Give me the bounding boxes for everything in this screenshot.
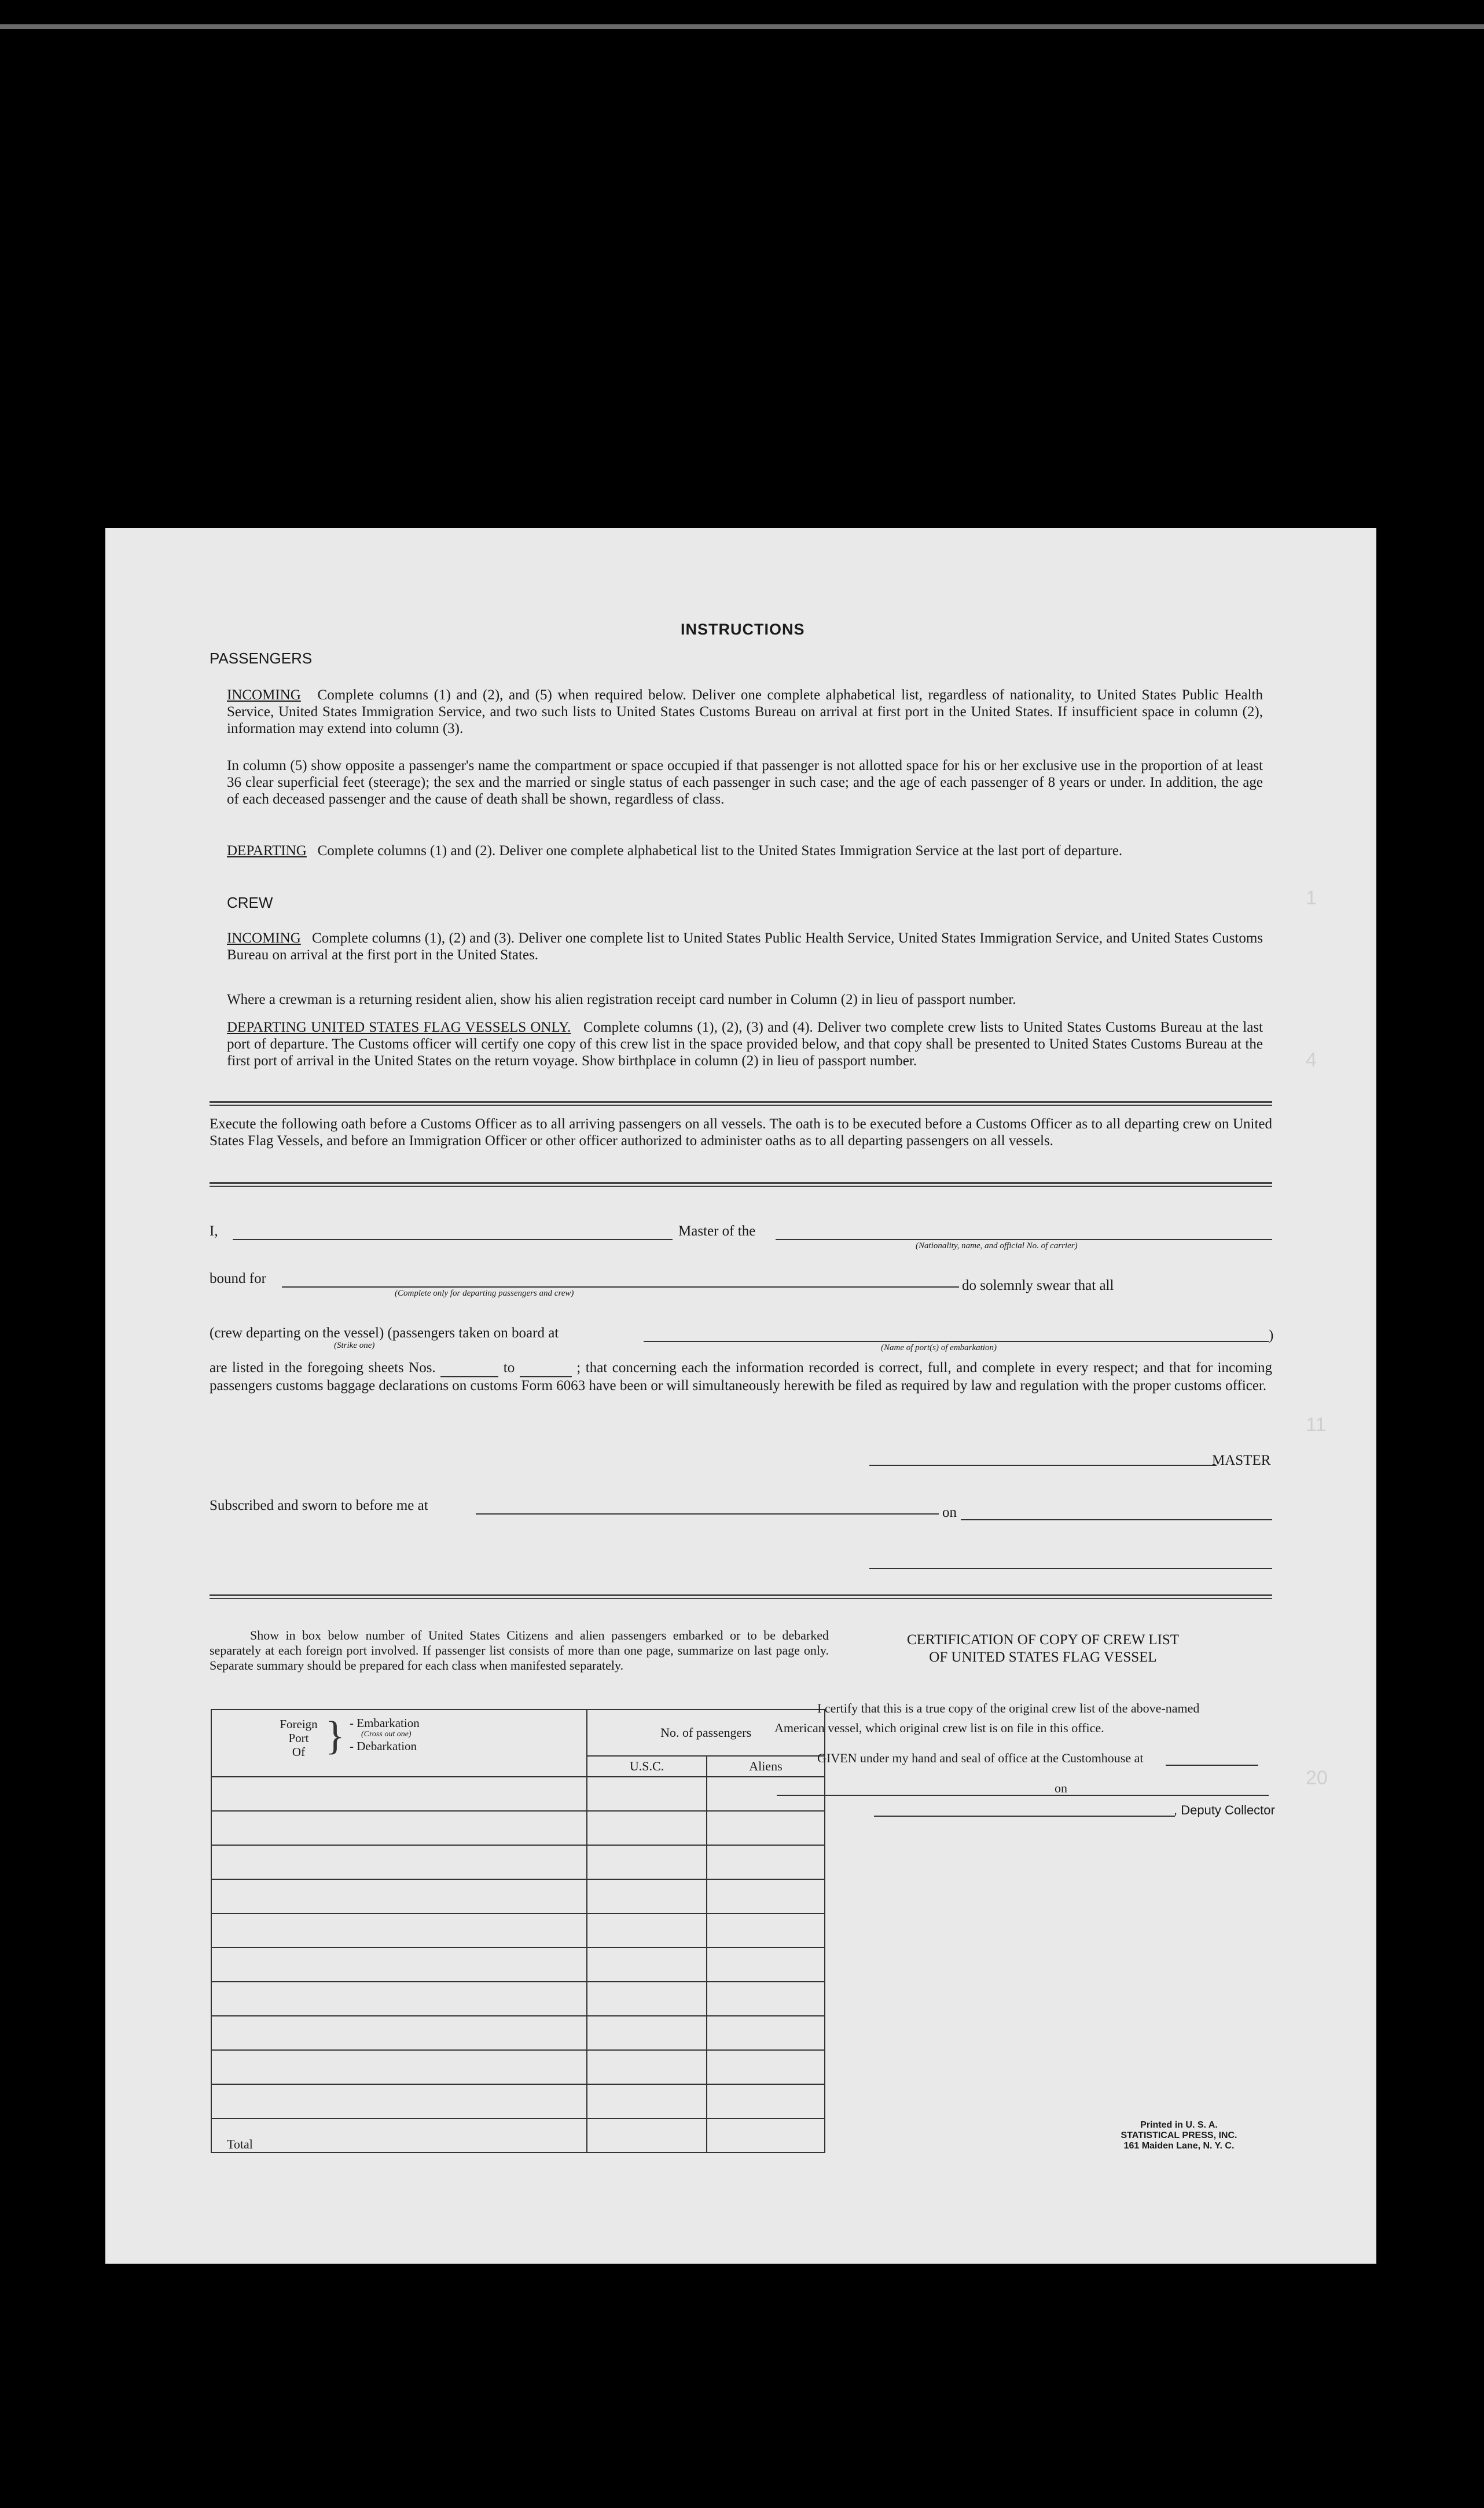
printer-line3: 161 Maiden Lane, N. Y. C. bbox=[1123, 2141, 1235, 2151]
crew-heading: CREW bbox=[227, 894, 273, 911]
cert-date-line[interactable] bbox=[1074, 1795, 1269, 1796]
master-of-label: Master of the bbox=[678, 1223, 756, 1239]
usc-cell[interactable] bbox=[587, 2084, 707, 2118]
usc-cell[interactable] bbox=[587, 2016, 707, 2050]
passengers-departing bbox=[227, 842, 1263, 859]
total-aliens-cell[interactable] bbox=[707, 2118, 825, 2153]
aliens-cell[interactable] bbox=[707, 1948, 825, 1982]
subscribed-on-label: on bbox=[942, 1505, 957, 1520]
crew-incoming bbox=[227, 930, 1263, 963]
passengers-heading: PASSENGERS bbox=[210, 650, 313, 667]
passengers-incoming bbox=[227, 687, 1263, 737]
oath-listed bbox=[210, 1359, 1272, 1394]
bleed-mark: 4 bbox=[1306, 1049, 1317, 1071]
usc-cell[interactable] bbox=[587, 1982, 707, 2016]
port-cell[interactable] bbox=[211, 1777, 587, 1811]
cert-on-label: on bbox=[1055, 1781, 1067, 1795]
officer-signature-line[interactable] bbox=[869, 1568, 1272, 1569]
port-cell[interactable] bbox=[211, 1879, 587, 1913]
aliens-cell[interactable] bbox=[707, 1913, 825, 1948]
aliens-cell[interactable] bbox=[707, 1982, 825, 2016]
port-cell[interactable] bbox=[211, 1948, 587, 1982]
port-cell[interactable] bbox=[211, 2084, 587, 2118]
swear-text: do solemnly swear that all bbox=[962, 1278, 1114, 1293]
no-of-passengers-header: No. of passengers bbox=[587, 1710, 825, 1756]
usc-cell[interactable] bbox=[587, 1948, 707, 1982]
port-cell[interactable] bbox=[211, 2050, 587, 2084]
certify-line2: American vessel, which original crew list is on file in this office. bbox=[774, 1721, 1104, 1735]
aliens-cell[interactable] bbox=[707, 2016, 825, 2050]
embarkation-port-line[interactable] bbox=[644, 1341, 1269, 1342]
brace-mark: } bbox=[325, 1714, 345, 1758]
aliens-cell[interactable] bbox=[707, 1879, 825, 1913]
summary-row bbox=[211, 1913, 825, 1948]
crew-resident: Where a crewman is a returning resident alien, show his alien registration receipt card number in Column (2) in lieu of passport number. bbox=[227, 992, 1016, 1007]
summary-row bbox=[211, 2050, 825, 2084]
sheet-to-field[interactable] bbox=[520, 1359, 572, 1377]
master-name-line[interactable] bbox=[233, 1239, 673, 1240]
aliens-cell[interactable] bbox=[707, 2084, 825, 2118]
aliens-header: Aliens bbox=[707, 1756, 825, 1777]
summary-row bbox=[211, 1948, 825, 1982]
bleed-mark: 1 bbox=[1306, 887, 1317, 909]
bleed-mark: 20 bbox=[1306, 1767, 1328, 1789]
usc-cell[interactable] bbox=[587, 1913, 707, 1948]
port-cell[interactable] bbox=[211, 1913, 587, 1948]
usc-cell[interactable] bbox=[587, 1811, 707, 1845]
port-cell[interactable] bbox=[211, 1845, 587, 1879]
cert-title-line1: CERTIFICATION OF COPY OF CREW LIST bbox=[906, 1632, 1180, 1648]
summary-row bbox=[211, 2084, 825, 2118]
summary-row bbox=[211, 1879, 825, 1913]
master-signature-line[interactable] bbox=[869, 1465, 1217, 1466]
total-label: Total bbox=[211, 2118, 587, 2153]
of-word: Of bbox=[292, 1745, 306, 1759]
listed-start: are listed in the foregoing sheets Nos. bbox=[210, 1360, 436, 1376]
summary-total-row bbox=[211, 2118, 825, 2153]
instructions-title: INSTRUCTIONS bbox=[681, 621, 805, 638]
usc-cell[interactable] bbox=[587, 2050, 707, 2084]
strike-caption: (Strike one) bbox=[334, 1341, 375, 1350]
foreign-port-header bbox=[211, 1710, 587, 1777]
to-label: to bbox=[503, 1360, 515, 1376]
port-cell[interactable] bbox=[211, 2016, 587, 2050]
close-paren: ) bbox=[1269, 1328, 1274, 1343]
usc-header: U.S.C. bbox=[587, 1756, 707, 1777]
crew-departing bbox=[227, 1019, 1263, 1069]
printer-line1: Printed in U. S. A. bbox=[1140, 2120, 1218, 2130]
double-rule bbox=[210, 1594, 1272, 1599]
form-sheet bbox=[105, 528, 1376, 2264]
printer-imprint bbox=[1107, 2120, 1251, 2151]
total-usc-cell[interactable] bbox=[587, 2118, 707, 2153]
scan-top-edge bbox=[0, 24, 1484, 29]
subscribed-label: Subscribed and sworn to before me at bbox=[210, 1498, 428, 1513]
cert-title-line2: OF UNITED STATES FLAG VESSEL bbox=[929, 1649, 1157, 1665]
bleed-mark: 11 bbox=[1306, 1414, 1327, 1436]
summary-row bbox=[211, 1777, 825, 1811]
debarkation-option: - Debarkation bbox=[350, 1739, 417, 1753]
summary-row bbox=[211, 2016, 825, 2050]
crew-departing-text: Complete columns (1), (2), (3) and (4). Deliver two complete crew lists to United States Customs Bureau at the last port of departure. The Customs officer will certify one copy of this crew list in the space provided below, and that copy shall be presented to United States Customs Bureau at the first port of arrival in the United States on the return voyage. Show birthplace in column (2) in lieu of passport number. bbox=[227, 1020, 1263, 1069]
double-rule bbox=[210, 1182, 1272, 1187]
passengers-column5: In column (5) show opposite a passenger's name the compartment or space occupied if that passenger is not allotted space for his or her exclusive use in the proportion of at least 36 clear superficial feet (steerage); the sex and the married or single status of each passenger in such case; and the age of each passenger of 8 years or under. In addition, the age of each deceased passenger and the cause of death shall be shown, regardless of class. bbox=[227, 758, 1263, 807]
crew-departing-label: DEPARTING UNITED STATES FLAG VESSELS ONLY. bbox=[227, 1020, 571, 1035]
bound-for-label: bound for bbox=[210, 1271, 266, 1286]
foreign-port-of bbox=[276, 1717, 322, 1759]
departing-text: Complete columns (1) and (2). Deliver one complete alphabetical list to the United States Immigration Service at the last port of departure. bbox=[317, 843, 1123, 859]
summary-table bbox=[211, 1709, 825, 2153]
printer-line2: STATISTICAL PRESS, INC. bbox=[1121, 2131, 1237, 2140]
summary-row bbox=[211, 1982, 825, 2016]
sheet-from-field[interactable] bbox=[440, 1359, 498, 1377]
usc-cell[interactable] bbox=[587, 1845, 707, 1879]
departing-label: DEPARTING bbox=[227, 843, 307, 859]
port-cell[interactable] bbox=[211, 1811, 587, 1845]
given-text: GIVEN under my hand and seal of office at the Customhouse at bbox=[817, 1751, 1144, 1765]
aliens-cell[interactable] bbox=[707, 1811, 825, 1845]
usc-cell[interactable] bbox=[587, 1777, 707, 1811]
master-label: MASTER bbox=[1212, 1453, 1271, 1468]
certification-title bbox=[869, 1631, 1217, 1666]
deputy-signature-line[interactable] bbox=[874, 1816, 1175, 1817]
embarkation-option: - Embarkation bbox=[350, 1716, 420, 1730]
embark-debark-options bbox=[350, 1716, 420, 1753]
carrier-line[interactable] bbox=[776, 1239, 1272, 1240]
carrier-caption: (Nationality, name, and official No. of carrier) bbox=[916, 1241, 1078, 1251]
oath-i-label: I, bbox=[210, 1223, 218, 1239]
customhouse-line[interactable] bbox=[1166, 1765, 1258, 1766]
summary-row bbox=[211, 1845, 825, 1879]
subscribed-date-line[interactable] bbox=[961, 1519, 1272, 1520]
summary-instructions: Show in box below number of United States Citizens and alien passengers embarked or to be debarked separately at each foreign port involved. If passenger list consists of more than one page, summarize on last page only. Separate summary should be prepared for each class when manifested separately. bbox=[210, 1628, 829, 1673]
subscribed-place-line[interactable] bbox=[476, 1513, 939, 1515]
cross-out-note: (Cross out one) bbox=[361, 1730, 412, 1739]
port-word: Port bbox=[288, 1731, 309, 1745]
crew-incoming-text: Complete columns (1), (2) and (3). Deliver one complete list to United States Public Health Service, United States Immigration Service, and United States Customs Bureau on arrival at the first port in the United States. bbox=[227, 930, 1263, 963]
deputy-collector-label: , Deputy Collector bbox=[1174, 1803, 1275, 1817]
aliens-cell[interactable] bbox=[707, 1845, 825, 1879]
incoming-label: INCOMING bbox=[227, 687, 301, 703]
bound-for-line[interactable] bbox=[282, 1286, 959, 1288]
listed-rest: ; that concerning each the information recorded is correct, full, and complete in every respect; and that for incoming passengers customs baggage declarations on customs Form 6063 have been or will simultaneously herewith be filed as required by law and regulation with the proper customs officer. bbox=[210, 1360, 1272, 1394]
usc-cell[interactable] bbox=[587, 1879, 707, 1913]
foreign-word: Foreign bbox=[280, 1717, 318, 1731]
port-caption: (Name of port(s) of embarkation) bbox=[881, 1343, 997, 1352]
bound-caption: (Complete only for departing passengers and crew) bbox=[395, 1289, 574, 1298]
certify-line1: I certify that this is a true copy of the original crew list of the above-named bbox=[817, 1701, 1200, 1715]
aliens-cell[interactable] bbox=[707, 1777, 825, 1811]
oath-execute: Execute the following oath before a Customs Officer as to all arriving passengers on all vessels. The oath is to be executed before a Customs Officer as to all departing crew on United States Flag Vessels, and before an Immigration Officer or other officer authorized to administer oaths as to all departing passengers on all vessels. bbox=[210, 1116, 1272, 1149]
aliens-cell[interactable] bbox=[707, 2050, 825, 2084]
summary-row bbox=[211, 1811, 825, 1845]
double-rule bbox=[210, 1101, 1272, 1106]
incoming-text: Complete columns (1) and (2), and (5) when required below. Deliver one complete alphabetical list, regardless of nationality, to United States Public Health Service, United States Immigration Service, and two such lists to United States Customs Bureau on arrival at first port in the United States. If insufficient space in column (2), information may extend into column (3). bbox=[227, 687, 1263, 736]
port-cell[interactable] bbox=[211, 1982, 587, 2016]
crew-departing-oath: (crew departing on the vessel) (passengers taken on board at bbox=[210, 1325, 559, 1341]
crew-incoming-label: INCOMING bbox=[227, 930, 301, 946]
